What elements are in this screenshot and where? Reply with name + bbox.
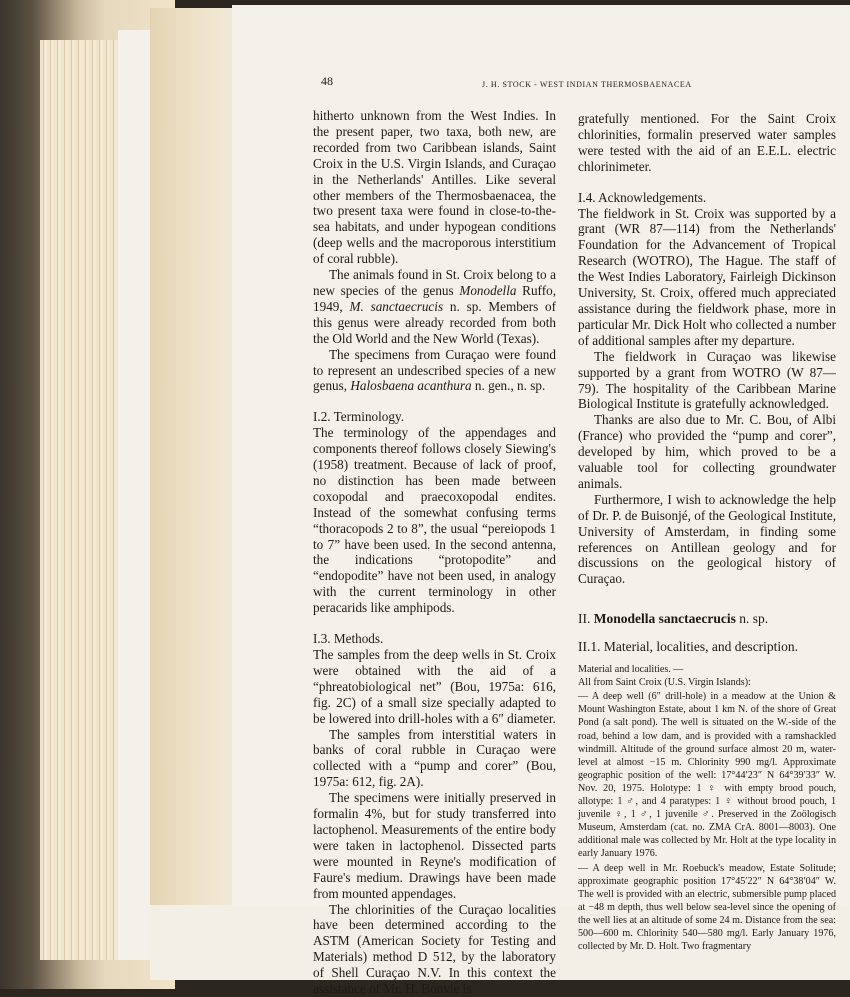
- paragraph: The terminology of the appendages and components thereof follows closely Siewing's (1958) treatment. Because of lack of proof, no distinction has been made between coxopodal and praecoxopodal endites. Instead of the somewhat confusing terms “thoracopods 2 to 8”, the usual “pereiopods 1 to 7” have been used. In the second antenna, the indications “protopodite” and “endopodite” have not been used, in analogy with the current terminology in other peracarids like amphipods.: [313, 425, 556, 616]
- paragraph: gratefully mentioned. For the Saint Croix chlorinities, formalin preserved water samples were tested with the aid of an E.E.L. electric chlorinimeter.: [578, 111, 836, 174]
- locality-entry: — A deep well in Mr. Roebuck's meadow, Estate Solitude; approximate geographic position 17°45′22″ N 64°38′04″ W. The well is provided with an electric, submersible pump placed at −48 m depth, thus well below sea-level since the opening of the well lies at an altitude of some 24 m. Distance from the sea: 500—600 m. Chlorinity 540—580 mg/l. Early January 1976, collected by Mr. D. Holt. Two fragmentary: [578, 862, 836, 953]
- material-scope: All from Saint Croix (U.S. Virgin Islands):: [578, 677, 751, 689]
- material-list: [578, 663, 836, 953]
- section-heading: I.4. Acknowledgements.: [578, 189, 707, 205]
- locality-entry: — A deep well (6″ drill-hole) in a meadow at the Union & Mount Washington Estate, about 1 km N. of the shore of Great Pond (a salt pond). The well is situated on the W.-side of the road, behind a low dam, and is provided with a ramshackled windmill. Altitude of the ground surface almost 20 m, water-level at almost −15 m. Chlorinity 990 mg/l. Approximate geographic position of the well: 17°44′23″ N 64°39′33″ W. Nov. 20, 1975. Holotype: 1 ♀ with empty brood pouch, allotype: 1 ♂, and 4 paratypes: 1 ♀ without brood pouch, 1 juvenile ♀, 1 ♂, 1 juvenile ♂. Preserved in the Zoölogisch Museum, Amsterdam (cat. no. ZMA CrA. 8001—8003). One additional male was collected by Mr. Holt at the type locality in early January 1976.: [578, 691, 836, 860]
- paragraph: The fieldwork in Curaçao was likewise supported by a grant from WOTRO (W 87—79). The hospitality of the Caribbean Marine Biological Institute is gratefully acknowledged.: [578, 348, 836, 412]
- subsection-heading: II.1. Material, localities, and description.: [578, 639, 799, 655]
- paragraph: The animals found in St. Croix belong to a new species of the genus Monodella Ruffo, 1949, M. sanctaecrucis n. sp. Members of this genus were already recorded from both the Old World and the New World (Texas).: [313, 267, 557, 346]
- section-heading: I.3. Methods.: [313, 631, 384, 647]
- page-number: 48: [321, 74, 333, 88]
- paragraph: The chlorinities of the Curaçao localities have been determined according to the ASTM (American Society for Testing and Materials) method D 512, by the laboratory of Shell Curaçao N.V. In this context the assistance of Mr. H. Bonvie is: [313, 901, 556, 997]
- paragraph: The samples from interstitial waters in banks of coral rubble in Curaçao were collected with a “pump and corer” (Bou, 1975a: 612, fig. 2A).: [313, 726, 556, 790]
- paragraph: Thanks are also due to Mr. C. Bou, of Albi (France) who provided the “pump and corer”, developed by him, which proved to be a valuable tool for collecting groundwater animals.: [578, 412, 836, 491]
- section-heading: I.2. Terminology.: [313, 409, 405, 425]
- paragraph: Furthermore, I wish to acknowledge the help of Dr. P. de Buisonjé, of the Geological Institute, University of Amsterdam, in finding some references on Antillean geology and for discussions on the geological history of Curaçao.: [578, 491, 836, 587]
- left-column: [313, 108, 556, 997]
- paragraph: The fieldwork in St. Croix was supported by a grant (WR 87—114) from the Netherlands' Foundation for the Advancement of Tropical Research (WOTRO), The Hague. The staff of the West Indies Laboratory, Fairleigh Dickinson University, St. Croix, offered much appreciated assistance during the fieldwork phase, more in particular Mr. Dick Holt who collected a number of additional samples after my departure.: [578, 205, 836, 348]
- species-heading: II. Monodella sanctaecrucis n. sp.: [578, 611, 769, 627]
- right-column: [578, 111, 836, 953]
- paragraph: The specimens from Curaçao were found to represent an undescribed species of a new genus, Halosbaena acanthura n. gen., n. sp.: [313, 346, 556, 394]
- material-heading: Material and localities. —: [578, 664, 684, 676]
- paragraph: The samples from the deep wells in St. Croix were obtained with the aid of a “phreatobiological net” (Bou, 1975a: 616, fig. 2C) of a small size specially adapted to be lowered into drill-holes with a 6″ diameter.: [313, 647, 556, 726]
- paragraph: hitherto unknown from the West Indies. In the present paper, two taxa, both new, are recorded from two Caribbean islands, Saint Croix in the U.S. Virgin Islands, and Curaçao in the Netherlands' Antilles. Like several other members of the Thermosbaenacea, the two present taxa were found in close-to-the-sea habitats, and under hypogean conditions (deep wells and the macroporous interstitium of coral rubble).: [313, 108, 556, 267]
- paragraph: The specimens were initially preserved in formalin 4%, but for study transferred into lactophenol. Measurements of the entire body were taken in lactophenol. Dissected parts were mounted in Reyne's modification of Faure's medium. Drawings have been made from mounted appendages.: [313, 790, 556, 901]
- running-head: J. H. STOCK - WEST INDIAN THERMOSBAENACEA: [482, 80, 692, 89]
- page-gutter: [150, 8, 240, 973]
